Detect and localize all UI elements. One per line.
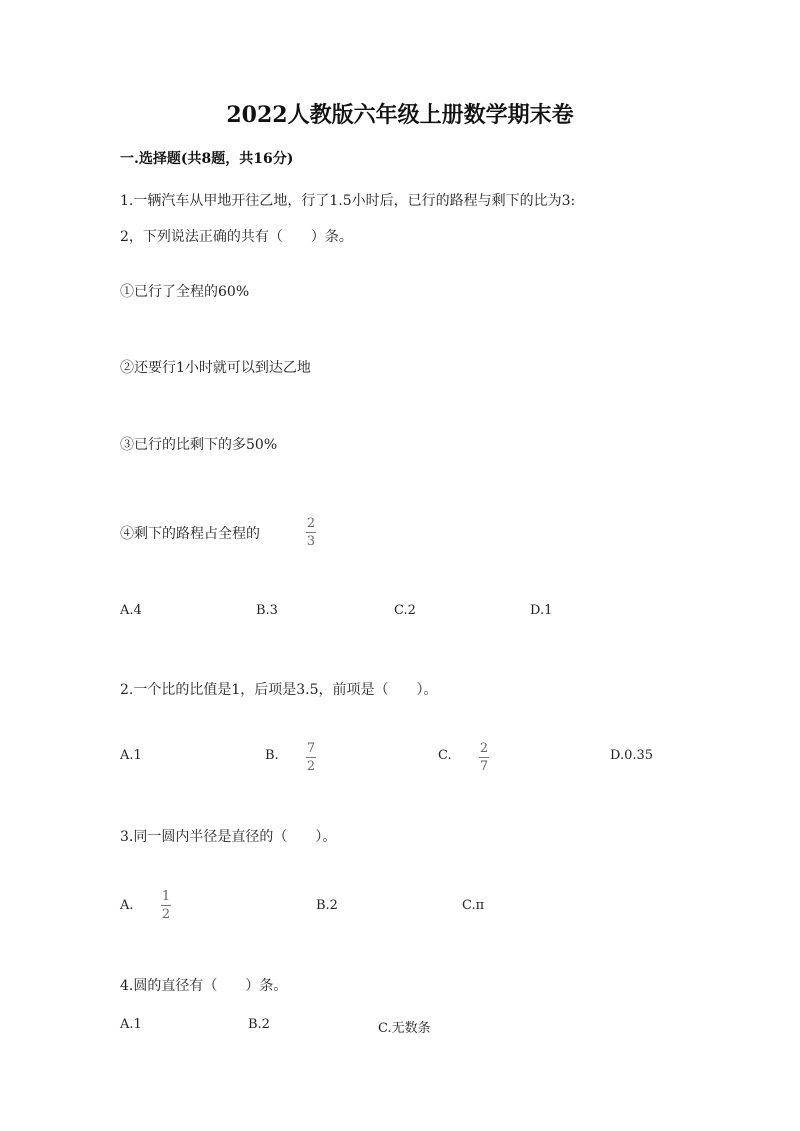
fraction-denominator: 3 bbox=[306, 534, 316, 549]
fraction-denominator: 2 bbox=[306, 759, 316, 774]
q1-stem-line2: 2，下列说法正确的共有（ ）条。 bbox=[120, 229, 353, 245]
q3-option-a-fraction bbox=[161, 889, 171, 922]
q1-stem-line1: 1.一辆汽车从甲地开往乙地，行了1.5小时后，已行的路程与剩下的比为3: bbox=[120, 193, 576, 209]
fraction-bar bbox=[306, 757, 316, 758]
q2-option-a[interactable]: A.1 bbox=[120, 748, 142, 763]
q1-option-b[interactable]: B.3 bbox=[256, 603, 278, 618]
fraction-numerator: 2 bbox=[479, 741, 489, 756]
q4-stem: 4.圆的直径有（ ）条。 bbox=[120, 978, 288, 994]
fraction-numerator: 1 bbox=[161, 889, 171, 904]
page-title: 2022人教版六年级上册数学期末卷 bbox=[226, 102, 574, 128]
fraction-denominator: 7 bbox=[479, 759, 489, 774]
q3-stem: 3.同一圆内半径是直径的（ ）。 bbox=[120, 829, 337, 845]
fraction-bar bbox=[479, 757, 489, 758]
q1-option-d[interactable]: D.1 bbox=[530, 603, 553, 618]
q1-option-c[interactable]: C.2 bbox=[394, 603, 416, 618]
q1-statement-1: ①已行了全程的60% bbox=[120, 284, 250, 300]
fraction-denominator: 2 bbox=[161, 907, 171, 922]
fraction-numerator: 2 bbox=[306, 516, 316, 531]
q2-option-d[interactable]: D.0.35 bbox=[610, 748, 654, 763]
q2-option-b[interactable]: B. bbox=[265, 748, 279, 763]
q2-option-c-fraction bbox=[479, 741, 489, 774]
q2-option-b-fraction bbox=[306, 741, 316, 774]
q1-fraction bbox=[306, 516, 316, 549]
q1-option-a[interactable]: A.4 bbox=[120, 603, 142, 618]
fraction-bar bbox=[161, 905, 171, 906]
q3-option-c[interactable]: C.π bbox=[462, 898, 485, 913]
q1-statement-4: ④剩下的路程占全程的 bbox=[120, 526, 260, 542]
q3-option-a[interactable]: A. bbox=[120, 898, 134, 913]
q1-statement-3: ③已行的比剩下的多50% bbox=[120, 437, 278, 453]
q4-option-b[interactable]: B.2 bbox=[248, 1017, 270, 1032]
section-heading: 一.选择题(共8题，共16分) bbox=[120, 151, 294, 167]
q4-option-a[interactable]: A.1 bbox=[120, 1017, 142, 1032]
q2-option-c[interactable]: C. bbox=[438, 748, 452, 763]
fraction-numerator: 7 bbox=[306, 741, 316, 756]
q3-option-b[interactable]: B.2 bbox=[316, 898, 338, 913]
q2-stem: 2.一个比的比值是1，后项是3.5，前项是（ ）。 bbox=[120, 682, 438, 698]
q1-statement-2: ②还要行1小时就可以到达乙地 bbox=[120, 360, 311, 376]
fraction-bar bbox=[306, 532, 316, 533]
q4-option-c[interactable]: C.无数条 bbox=[378, 1021, 431, 1036]
